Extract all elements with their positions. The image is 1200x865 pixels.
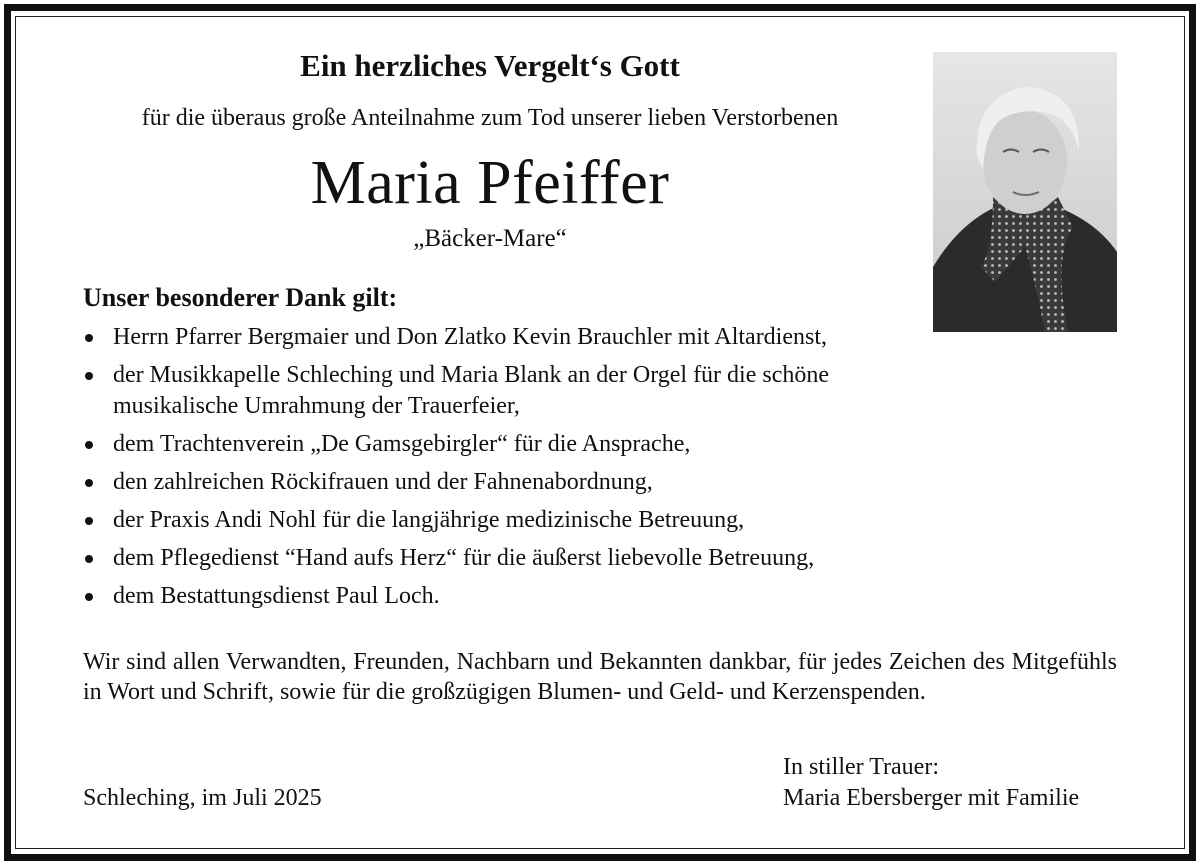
list-item-text: Herrn Pfarrer Bergmaier und Don Zlatko Kevin Brauchler mit Altardienst, (113, 324, 828, 350)
thanks-list (83, 322, 933, 619)
list-item (83, 505, 933, 536)
closing-paragraph: Wir sind allen Verwandten, Freunden, Nachbarn und Bekannten dankbar, für jedes Zeichen des Mitgefühls in Wort und Schrift, sowie für die großzügigen Blumen- und Geld- und Kerzenspenden. (83, 649, 1117, 705)
heading: Ein herzliches Vergelt‘s Gott (300, 48, 680, 83)
list-item (83, 467, 933, 498)
place-date: Schleching, im Juli 2025 (83, 785, 322, 811)
deceased-name: Maria Pfeiffer (310, 149, 670, 217)
thanks-title: Unser besonderer Dank gilt: (83, 283, 398, 312)
bullet-icon (85, 517, 93, 525)
mourning-signature (783, 752, 1079, 814)
bullet-icon (85, 593, 93, 601)
list-item-text: dem Pflegedienst “Hand aufs Herz“ für die äußerst liebevolle Betreuung, (113, 545, 815, 571)
list-item (83, 543, 933, 574)
mourning-label: In stiller Trauer: (783, 754, 939, 780)
list-item-text: dem Trachtenverein „De Gamsgebirgler“ für die Ansprache, (113, 431, 691, 457)
list-item (83, 360, 933, 422)
list-item-text: der Musikkapelle Schleching und Maria Blank an der Orgel für die schöne musikalische Umrahmung der Trauerfeier, (113, 362, 830, 419)
list-item-text: der Praxis Andi Nohl für die langjährige medizinische Betreuung, (113, 507, 745, 533)
list-item (83, 581, 933, 612)
mourners-name: Maria Ebersberger mit Familie (783, 785, 1080, 811)
bullet-icon (85, 334, 93, 342)
list-item (83, 429, 933, 460)
list-item-text: dem Bestattungsdienst Paul Loch. (113, 583, 440, 609)
list-item-text: den zahlreichen Röckifrauen und der Fahnenabordnung, (113, 469, 653, 495)
bullet-icon (85, 479, 93, 487)
portrait-photo (933, 52, 1117, 332)
subheading: für die überaus große Anteilnahme zum Tod unserer lieben Verstorbenen (141, 105, 839, 131)
bullet-icon (85, 372, 93, 380)
bullet-icon (85, 555, 93, 563)
bullet-icon (85, 441, 93, 449)
deceased-nickname: „Bäcker-Mare“ (413, 225, 567, 252)
list-item (83, 322, 933, 353)
